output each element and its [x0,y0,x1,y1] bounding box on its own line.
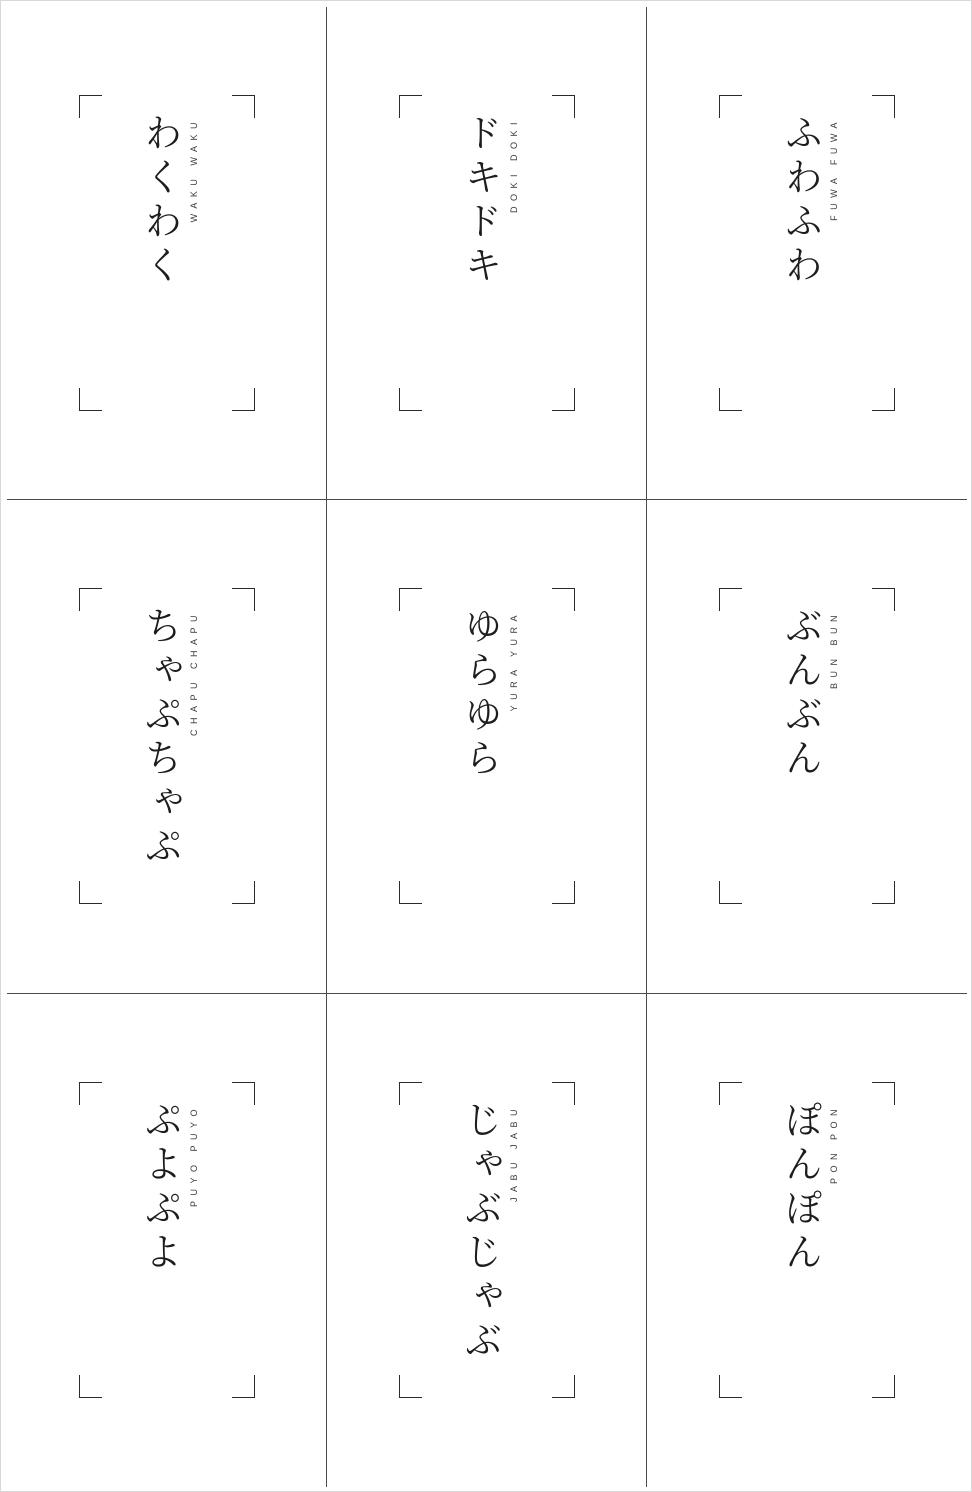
card-text-block [719,588,895,904]
card-romaji: PUYO PUYO [188,1104,199,1208]
card-text-block [79,588,255,904]
card-romaji: BUN BUN [829,610,840,690]
card-kana: ドキドキ [457,113,502,290]
card-kana: ぽんぽん [778,1100,823,1277]
card-content [79,1082,255,1398]
card-romaji: DOKI DOKI [508,117,519,214]
card-cell[interactable] [7,500,327,993]
card-content [719,1082,895,1398]
card-cell[interactable] [647,7,967,500]
card-text-block [719,95,895,411]
card-romaji: YURA YURA [508,610,519,712]
card-grid [7,7,967,1487]
card-kana: ぷよぷよ [137,1100,182,1277]
card-text-block [399,588,575,904]
card-kana: ちゃぷちゃぷ [137,606,182,871]
card-cell[interactable] [327,500,647,993]
card-content [719,588,895,904]
card-romaji: FUWA FUWA [829,117,840,221]
card-romaji: WAKU WAKU [188,117,199,223]
card-content [719,95,895,411]
card-cell[interactable] [327,7,647,500]
card-text-block [399,95,575,411]
card-cell[interactable] [647,500,967,993]
card-cell[interactable] [7,7,327,500]
card-kana: わくわく [137,113,182,290]
card-cell[interactable] [327,994,647,1487]
card-text-block [79,95,255,411]
card-romaji: PON PON [829,1104,840,1185]
card-content [399,95,575,411]
card-kana: ぶんぶん [778,606,823,783]
card-content [399,588,575,904]
card-text-block [79,1082,255,1398]
card-text-block [719,1082,895,1398]
card-kana: ふわふわ [778,113,823,290]
card-kana: じゃぶじゃぶ [457,1100,502,1365]
card-content [399,1082,575,1398]
card-cell[interactable] [7,994,327,1487]
card-content [79,588,255,904]
card-cell[interactable] [647,994,967,1487]
card-kana: ゆらゆら [457,606,502,783]
card-romaji: CHAPU CHAPU [188,610,199,737]
card-content [79,95,255,411]
card-romaji: JABU JABU [508,1104,519,1203]
card-text-block [399,1082,575,1398]
